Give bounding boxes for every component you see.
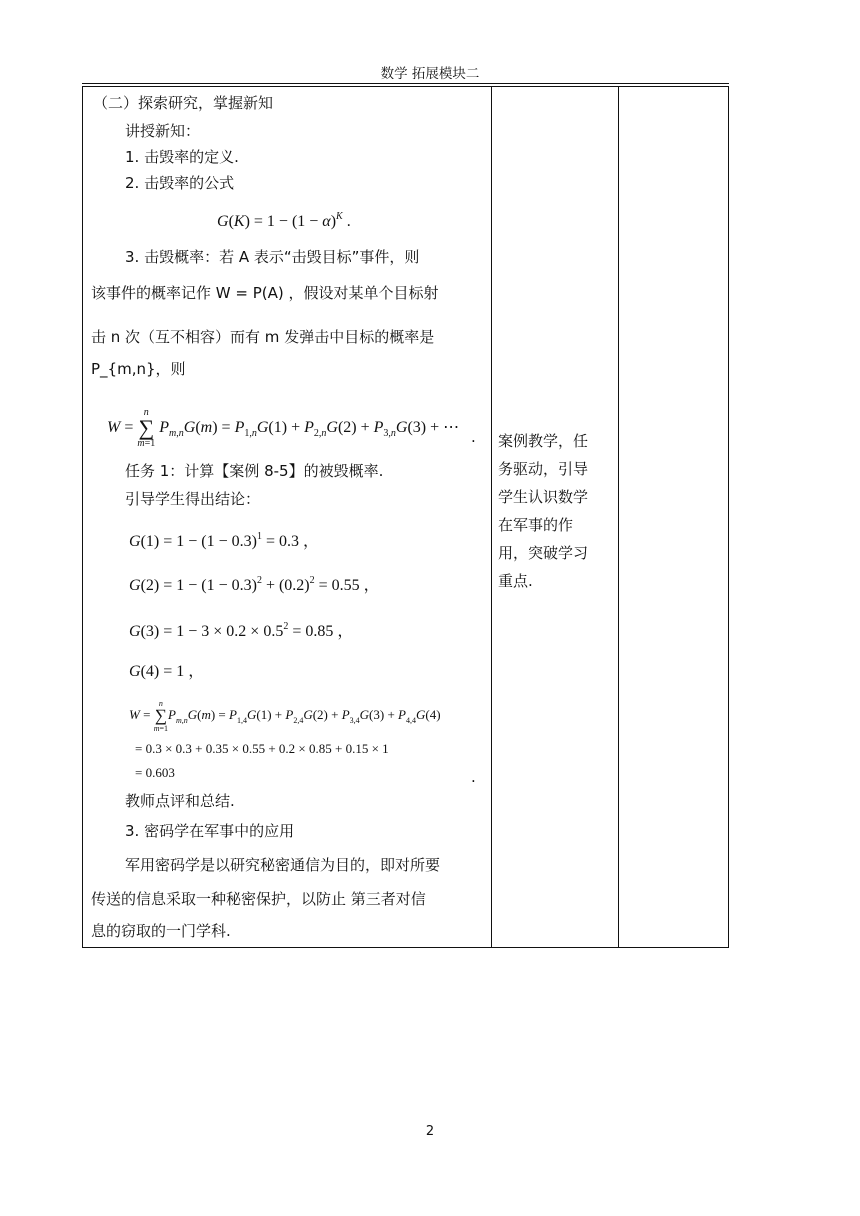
method-line: 务驱动，引导 <box>498 460 589 478</box>
lecture-label: 讲授新知： <box>125 122 201 140</box>
crypto-line-b: 传送的信息采取一种秘密保护，以防止 第三者对信 <box>91 890 426 908</box>
guide-text: 引导学生得出结论： <box>125 490 261 508</box>
column-divider-2 <box>618 87 619 947</box>
item-1: 1. 击毁率的定义. <box>125 148 239 166</box>
w-compute-end: . <box>471 768 476 786</box>
w-compute-line-1: W = n ∑ m=1 $P_{m,n}G(m) = P_{1,4}G(1) + P_{2,4}G(2) + P_{3,4}G(3) + P_{4,4}G(4)$ <box>129 699 441 733</box>
item-3-line-c: 击 n 次（互不相容）而有 m 发弹击中目标的概率是 <box>91 328 435 346</box>
column-divider-1 <box>491 87 492 947</box>
w-compute-line-2: = 0.3 × 0.3 + 0.35 × 0.55 + 0.2 × 0.85 + 0.15 × 1 <box>135 741 389 756</box>
result-g4: G(4) = 1 ， <box>129 663 205 680</box>
section-heading: （二）探索研究，掌握新知 <box>93 94 274 112</box>
formula-w <box>107 407 459 449</box>
method-line: 学生认识数学 <box>498 488 589 506</box>
item-3-line-d: P_{m,n}，则 <box>91 360 186 378</box>
method-line: 重点. <box>498 572 533 590</box>
result-g2: $G(2) = 1 - (1 - 0.3)^2 + (0.2)^2 = 0.55$ ， <box>129 575 380 594</box>
result-g1: $G(1) = 1 - (1 - 0.3)^1 = 0.3$ ， <box>129 531 319 550</box>
method-line: 用，突破学习 <box>498 544 589 562</box>
result-g3: $G(3) = 1 - 3 \times 0.2 \times 0.5^2 = 0.85$ ， <box>129 621 354 640</box>
page-header: 数学 拓展模块二 <box>380 66 480 82</box>
formula-g-text: $G(K) = 1 - (1 - \alpha)^K$ . <box>217 211 351 230</box>
item-3-crypto: 3. 密码学在军事中的应用 <box>125 822 295 840</box>
header-rule <box>82 83 729 84</box>
item-2: 2. 击毁率的公式 <box>125 174 235 192</box>
w-compute-line-3: = 0.603 <box>135 765 175 780</box>
item-3-line-b: 该事件的概率记作 W = P(A) ，假设对某单个目标射 <box>91 284 439 302</box>
page-number: 2 <box>425 1124 435 1139</box>
summary: 教师点评和总结. <box>125 792 235 810</box>
crypto-line-c: 息的窃取的一门学科. <box>91 922 231 940</box>
teaching-content-cell <box>89 87 489 947</box>
crypto-line-a: 军用密码学是以研究秘密通信为目的，即对所要 <box>125 856 441 874</box>
formula-g <box>217 207 351 232</box>
teaching-method-cell <box>498 427 613 595</box>
method-line: 案例教学，任 <box>498 432 589 450</box>
task-1: 任务 1：计算【案例 8-5】的被毁概率. <box>125 462 384 480</box>
formula-w-period: . <box>471 428 476 446</box>
item-3-line-a: 3. 击毁概率：若 A 表示“击毁目标”事件，则 <box>125 248 420 266</box>
lesson-table <box>82 86 729 948</box>
formula-w-text: W = n ∑ m=1 $P_{m,n}G(m) = P_{1,n}G(1) + P_{2,n}G(2) + P_{3,n}G(3)$ + ⋯ <box>107 407 460 449</box>
method-line: 在军事的作 <box>498 516 574 534</box>
